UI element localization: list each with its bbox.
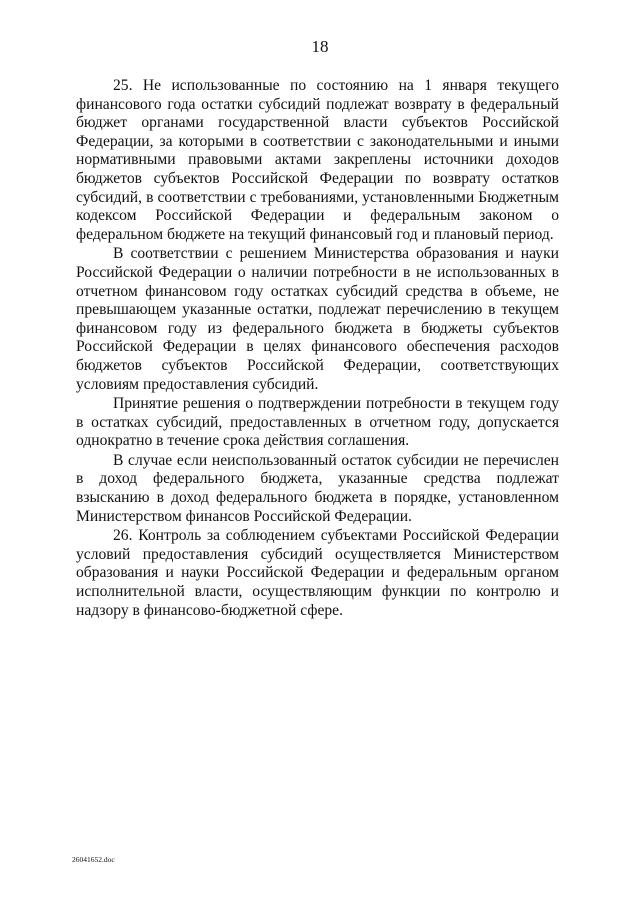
paragraph-recovery-of-funds: В случае если неиспользованный остаток субсидии не перечислен в доход федерального бюджета, указанные средства подлежат взысканию в доход федерального бюджета в порядке, установленном Министерством финансов Российской Федерации.: [76, 451, 559, 525]
document-body: [76, 77, 559, 621]
footer-filename: 26041652.doc: [72, 855, 115, 864]
paragraph-ministry-decision: В соответствии с решением Министерства образования и науки Российской Федерации о наличии потребности в не использованных в отчетном финансовом году остатках субсидий средства в объеме, не превышающем указанные остатки, подлежат перечислению в текущем финансовом году из федерального бюджета в бюджеты субъектов Российской Федерации в целях финансового обеспечения расходов бюджетов субъектов Российской Федерации, соответствующих условиям предоставления субсидий.: [76, 245, 559, 393]
paragraph-confirmation-of-need: Принятие решения о подтверждении потребности в текущем году в остатках субсидий, предоставленных в отчетном году, допускается однократно в течение срока действия соглашения.: [76, 395, 559, 450]
paragraph-25-return-of-subsidies: 25. Не использованные по состоянию на 1 января текущего финансового года остатки субсидий подлежат возврату в федеральный бюджет органами государственной власти субъектов Российской Федерации, за которыми в соответствии с законодательными и иными нормативными правовыми актами закреплены источники доходов бюджетов субъектов Российской Федерации по возврату остатков субсидий, в соответствии с требованиями, установленными Бюджетным кодексом Российской Федерации и федеральным законом о федеральном бюджете на текущий финансовый год и плановый период.: [76, 77, 559, 243]
page-number: 18: [311, 37, 329, 56]
paragraph-26-control: 26. Контроль за соблюдением субъектами Российской Федерации условий предоставления субсидий осуществляется Министерством образования и науки Российской Федерации и федеральным органом исполнительной власти, осуществляющим функции по контролю и надзору в финансово-бюджетной сфере.: [76, 527, 559, 619]
